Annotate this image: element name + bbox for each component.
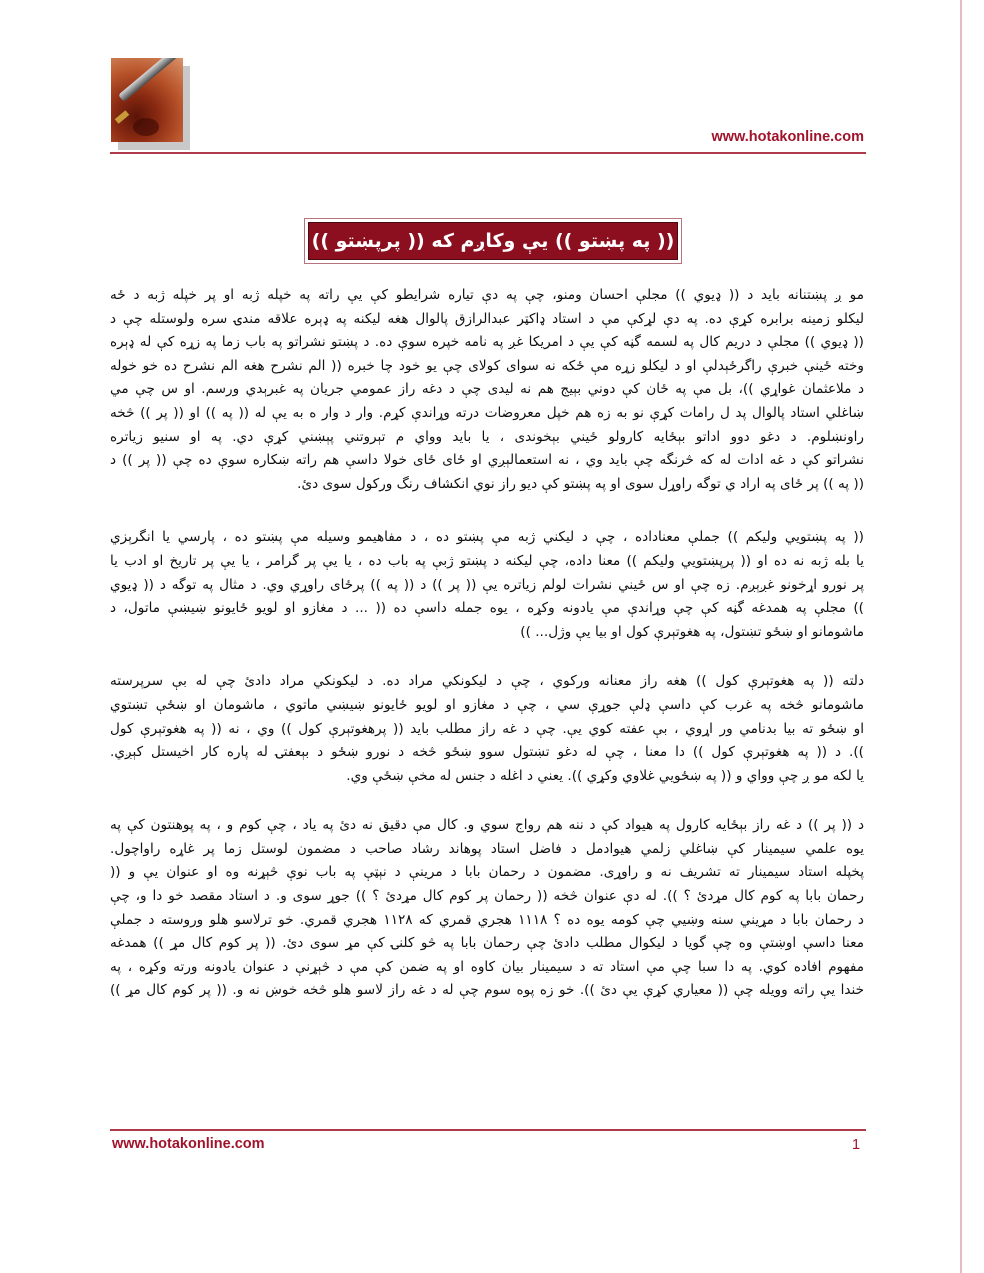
footer-divider — [110, 1129, 866, 1131]
text-line: (( په پښتويي وليکم )) جملې معناداده ، چې د ليکني ژبه مې پښتو ده ، د مفاهيمو وسيله مې پښتو ده ، پارسي يا انگرېزي — [110, 529, 864, 546]
text-line: مفهوم افاده کوي. په دا سبا چې مې استاد ته د سيمينار بيان کاوه او په ضمن کې مې د څېړنې د عنوان يادونه ورته وکړه ، په — [110, 958, 864, 975]
text-line: )). د (( په هغوتېرې کول )) دا معنا ، چې له دغو تښتول سوو ښځو څخه د نورو ښځو د بېعفتۍ له پاره کار اخيستل کېږي. — [110, 744, 864, 761]
fountain-pen-logo — [111, 58, 183, 142]
page-number: 1 — [852, 1137, 861, 1153]
text-line: خندا يې راته وويله چې (( معياري کړې يې دئ )). خو زه پوه سوم چې له د غه راز لاسو هلو څخه خوښ نه و. (( پر کوم کال مړ )) — [110, 982, 864, 999]
text-line: د رحمان بابا د مړيني سنه وښيي چې کومه يوه ده ؟ ۱۱۱۸ هجري قمري که ۱۱۲۸ هجري قمري. خو ترلاسو هلو وروسته د جملې — [110, 911, 864, 928]
text-line: راونښلوم. د دغو دوو اداتو بېځايه کارولو ځيني بېخوندی ، يا بايد وواي م تېروتني پېښني کړې دي. په او سنيو زياتره — [110, 428, 864, 445]
text-line: د ملاعثمان غواړي ))، بل مې په ځان کې دوني بېيج هم نه ليدی چې د دغه راز عمومي جريان په غبرېدي ورسم. او س چې مي — [110, 381, 864, 398]
text-line: نشراتو کې د غه ادات له که څرنگه چې بايد وي ، نه استعمالېږي او ځای ځای خولا داسې هم راته ښکاره سوې ده چې (( پر )) د — [110, 452, 864, 469]
text-line: رحمان بابا په کوم کال مړدئ ؟ )). له دې عنوان څخه (( رحمان پر کوم کال مړدئ ؟ )) جوړ سوی و. د استاد مقصد خو دا و، چې — [110, 888, 864, 905]
text-line: يا لکه مو ږ چې وواي و (( په ښځويي غلاوي وکړي )). يعني د اغله د جنس له مخې ښځې وي. — [346, 767, 864, 784]
text-line: (( ډيوي )) مجلې د دريم کال په لسمه گڼه کې يې د امريکا غږ په نامه خپره سوې ده. د پښتو نشراتو په باب زما په زړه کې له ډېره — [110, 334, 864, 351]
article-body — [110, 284, 864, 1003]
text-line: ليکلو زمينه برابره کړې ده. په دې لړکې مې د استاد ډاکټر عبدالرازق پالوال هغه ليکنه په ډېره علاقه مندۍ سره ولوستله چې د — [110, 310, 864, 327]
text-line: ښاغلي استاد پالوال پد ل رامات کړې نو به زه هم خپل معروضات درته وړاندې کړم. وار د وار ه به يې له (( په )) او (( پر )) څخه — [110, 404, 864, 421]
pen-nib-icon — [115, 110, 130, 124]
paragraph-1 — [110, 284, 864, 496]
text-line: او ښځو ته بيا بدنامي ور اړوي ، بې عفته کوي يې. چې د غه راز مطلب بايد (( پرهغوتېرې کول )) وي ، نه (( په هغوتېرې کول — [110, 720, 864, 737]
text-line: پخپله استاد سيمينار ته تشريف نه و راوړی. مضمون د رحمان بابا د مرينې د نېټې په باب نوې څېړنه وه او عنوان يې و (( — [110, 864, 864, 881]
text-line: مو ږ پښتنانه باید د (( ډيوي )) مجلې احسان ومنو، چې په دې تياره شرايطو کې يې راته په خپله ژبه او پر خپله ژبه د ځه — [110, 287, 864, 303]
header-site-link[interactable]: www.hotakonline.com — [711, 129, 864, 145]
pen-icon — [118, 58, 180, 102]
text-line: )) مجلې په همدغه گڼه کې چې وړاندې مې يادونه وکړه ، يوه جمله داسې ده (( ... د مغازو او لويو ځايونو ښيښې ماتول، د — [110, 600, 864, 617]
header-divider — [110, 152, 866, 154]
paragraph-2 — [110, 526, 864, 644]
ink-blot-icon — [133, 118, 159, 136]
article-title: (( په پښتو )) يې وکاږم که (( پرپښتو )) — [311, 230, 675, 252]
text-line: معنا داسې اوښتې وه چې گويا د ليکوال مطلب دادئ چې رحمان بابا په څو کلنۍ کې مړ سوی دئ. (( پر کوم کال مړ )) همدغه — [110, 935, 864, 952]
paragraph-4 — [110, 814, 864, 1003]
text-line: وخته ځينې خبرې راگرځېدلې او د ليکلو زړه مې ځکه نه سوای کولای چې يو خود چا خبره (( الم نشرح هغه الم نشرح ده خو خوله — [110, 357, 864, 374]
text-line: يوه علمي سيمينار کې ښاغلي زلمي هيوادمل د فاضل استاد پوهاند رشاد صاحب د مضمون لوستل زما پر غاړه راواچول. — [110, 840, 864, 857]
text-line: ماشومانو او ښځو تښتول، په هغوتېرې کول او بيا يې وژل... )) — [520, 623, 864, 640]
article-title-banner — [308, 222, 678, 260]
paragraph-3 — [110, 670, 864, 788]
text-line: پر نورو اړخونو غږېږم. زه چې او س ځيني نشرات لولم زياتره يې (( پر )) د (( په )) پرځای راوړي وي. د مثال په توگه د (( ډيوي — [110, 576, 864, 593]
text-line: يا بله ژبه نه ده او (( پرپښتويي وليکم )) معنا داده، چې ليکنه د پښتو ژبې په باب ده ، يا يې پر گرامر ، يا يې پر تاريخ او ادب يا — [110, 552, 864, 569]
text-line: دلته (( په هغوتېرې کول )) هغه راز معنانه ورکوي ، چې د ليکونکي مراد ده. د ليکونکي مراد دادئ چې له بې سرپرسته — [110, 673, 864, 690]
page-edge-rule — [960, 0, 962, 1273]
text-line: ماشومانو څخه په غرب کې داسې ډلې جوړې سي ، چې د مغازو او لويو ځايونو ښيښي ماتوي ، ماشومان او ښځې تښتوي — [110, 696, 864, 713]
text-line: د (( پر )) د غه راز بېځايه کارول په هيواد کې د ننه هم رواج سوي و. کال مې دقيق نه دئ په ياد ، چې کوم و ، په پوهنتون کې په — [110, 817, 864, 834]
footer-site-link[interactable]: www.hotakonline.com — [112, 1136, 265, 1152]
text-line: (( په )) پر ځای په اراد ي توگه راوړل سوی او په پښتو کې ديو راز نوي انکشاف رنگ ورکول سوی دئ. — [297, 475, 864, 492]
